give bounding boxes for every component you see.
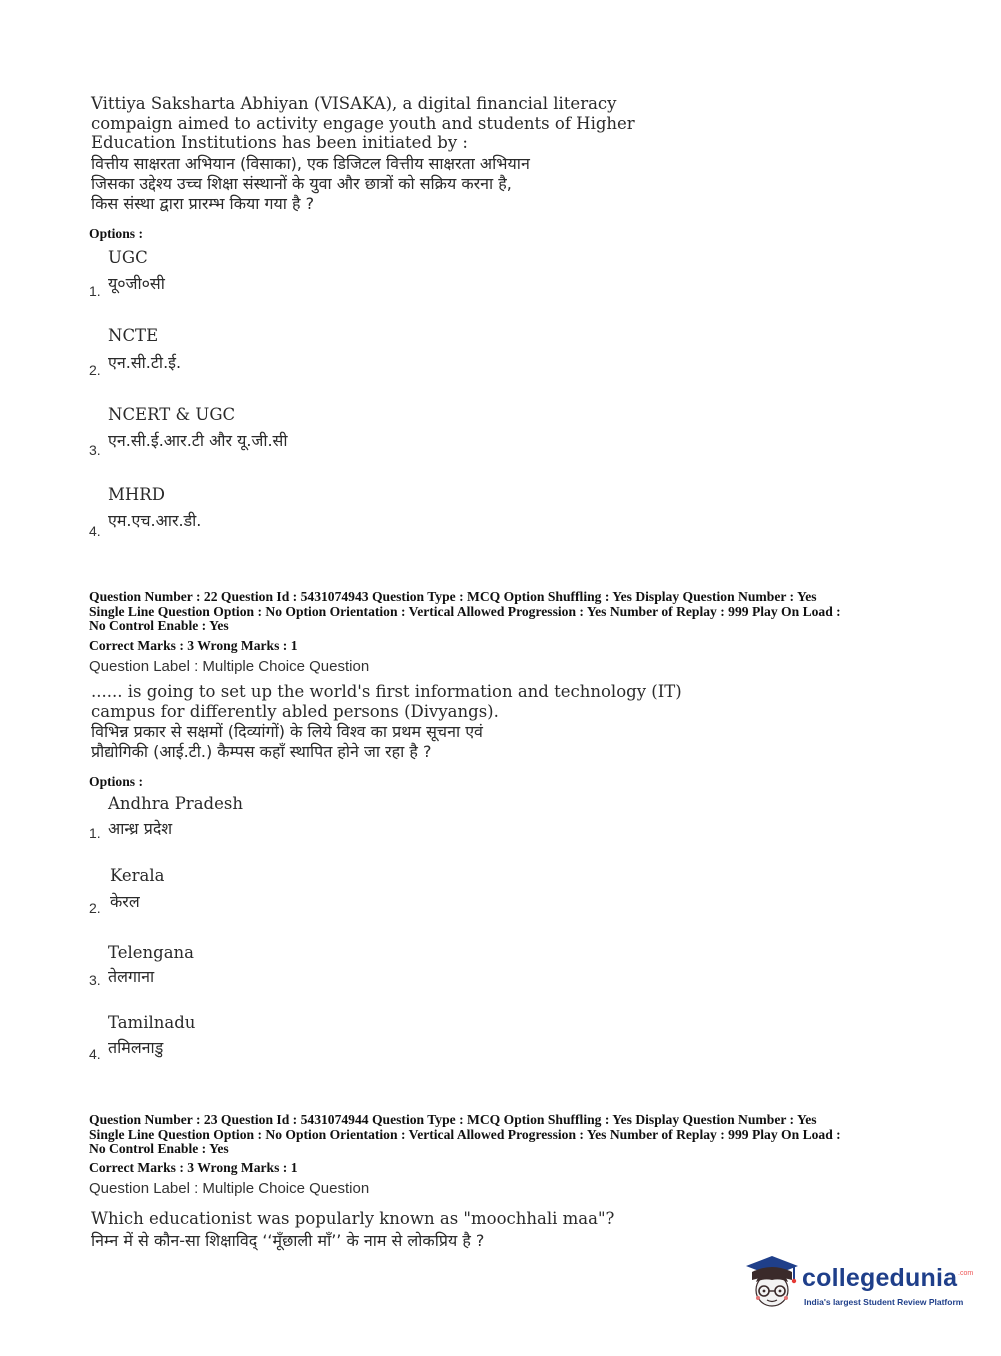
q22-question-hi xyxy=(91,722,483,762)
q21-question-en-line: Education Institutions has been initiated by : xyxy=(91,133,468,152)
logo-tagline: India's largest Student Review Platform xyxy=(804,1297,964,1307)
option-number: 2. xyxy=(89,362,101,378)
option-text-hi: एन.सी.टी.ई. xyxy=(108,353,182,372)
option-text-en: NCTE xyxy=(108,326,159,345)
q22-question-en xyxy=(91,682,682,721)
q21-options-label: Options : xyxy=(89,226,144,241)
option-text-hi: आन्ध्र प्रदेश xyxy=(108,819,173,838)
option-number: 1. xyxy=(89,825,101,841)
option-text-hi: एम.एच.आर.डी. xyxy=(108,511,202,530)
option-number: 1. xyxy=(89,283,101,299)
option-text-hi: केरल xyxy=(110,892,140,911)
q23-meta xyxy=(89,1113,919,1157)
q22-meta-line: Single Line Question Option : No Option Orientation : Vertical Allowed Progression : Yes Number of Replay : 999 Play On Load : xyxy=(89,603,841,619)
q22-marks: Correct Marks : 3 Wrong Marks : 1 xyxy=(89,638,298,653)
option-number: 4. xyxy=(89,1046,101,1062)
q22-question-en-line: campus for differently abled persons (Divyangs). xyxy=(91,701,499,721)
option-number: 3. xyxy=(89,972,101,988)
q22-question-en-line: ...... is going to set up the world's first information and technology (IT) xyxy=(91,682,682,701)
option-text-hi: तेलगाना xyxy=(108,967,155,986)
option-text-hi: यू०जी०सी xyxy=(108,274,165,293)
option-number: 2. xyxy=(89,900,101,916)
q23-meta-line: No Control Enable : Yes xyxy=(89,1141,229,1156)
q23-question-hi xyxy=(91,1231,484,1251)
option-text-en: Tamilnadu xyxy=(108,1013,196,1032)
option-text-hi: तमिलनाडु xyxy=(108,1038,164,1057)
q22-meta-line: No Control Enable : Yes xyxy=(89,618,229,633)
q21-question-en-line: Vittiya Saksharta Abhiyan (VISAKA), a digital financial literacy xyxy=(91,94,617,113)
q21-question-hi-line: जिसका उद्देश्य उच्च शिक्षा संस्थानों के युवा और छात्रों को सक्रिय करना है, xyxy=(91,174,512,193)
q22-meta xyxy=(89,590,919,634)
option-text-en: UGC xyxy=(108,248,148,267)
collegedunia-logo xyxy=(742,1252,974,1322)
q22-question-hi-line: विभिन्न प्रकार से सक्षमों (दिव्यांगों) के लिये विश्व का प्रथम सूचना एवं xyxy=(91,722,483,741)
q23-meta-line: Question Number : 23 Question Id : 5431074944 Question Type : MCQ Option Shuffling : Yes Display Question Number : Yes xyxy=(89,1112,817,1127)
option-text-en: MHRD xyxy=(108,485,165,504)
q23-question-label: Question Label : Multiple Choice Question xyxy=(89,1180,370,1197)
q23-question-hi-line: निम्न में से कौन-सा शिक्षाविद् ‘‘मूँछाली माँ’’ के नाम से लोकप्रिय है ? xyxy=(91,1231,485,1250)
option-text-en: Kerala xyxy=(110,866,165,885)
graduate-mascot-icon xyxy=(742,1252,800,1312)
q23-meta-line: Single Line Question Option : No Option Orientation : Vertical Allowed Progression : Yes Number of Replay : 999 Play On Load : xyxy=(89,1126,841,1142)
q21-question-en xyxy=(91,94,635,153)
q22-question-hi-line: प्रौद्योगिकी (आई.टी.) कैम्पस कहाँ स्थापित होने जा रहा है ? xyxy=(91,742,432,761)
option-text-en: Andhra Pradesh xyxy=(108,794,243,813)
q21-question-hi-line: किस संस्था द्वारा प्रारम्भ किया गया है ? xyxy=(91,194,315,213)
q23-question-en xyxy=(91,1209,614,1229)
q22-meta-line: Question Number : 22 Question Id : 5431074943 Question Type : MCQ Option Shuffling : Yes Display Question Number : Yes xyxy=(89,589,817,604)
q23-question-en-line: Which educationist was popularly known as "moochhali maa"? xyxy=(91,1209,615,1228)
option-text-en: Telengana xyxy=(108,943,195,962)
logo-domain: .com xyxy=(958,1270,974,1277)
q23-marks: Correct Marks : 3 Wrong Marks : 1 xyxy=(89,1160,298,1175)
q22-question-label: Question Label : Multiple Choice Question xyxy=(89,658,370,675)
logo-wordmark: collegedunia xyxy=(802,1264,958,1292)
q21-question-en-line: compaign aimed to activity engage youth and students of Higher xyxy=(91,113,635,133)
q22-options-label: Options : xyxy=(89,774,144,789)
q21-question-hi xyxy=(91,154,530,214)
q21-question-hi-line: वित्तीय साक्षरता अभियान (विसाका), एक डिजिटल वित्तीय साक्षरता अभियान xyxy=(91,154,530,173)
option-text-hi: एन.सी.ई.आर.टी और यू.जी.सी xyxy=(108,431,288,450)
option-number: 4. xyxy=(89,523,101,539)
option-number: 3. xyxy=(89,442,101,458)
option-text-en: NCERT & UGC xyxy=(108,405,236,424)
